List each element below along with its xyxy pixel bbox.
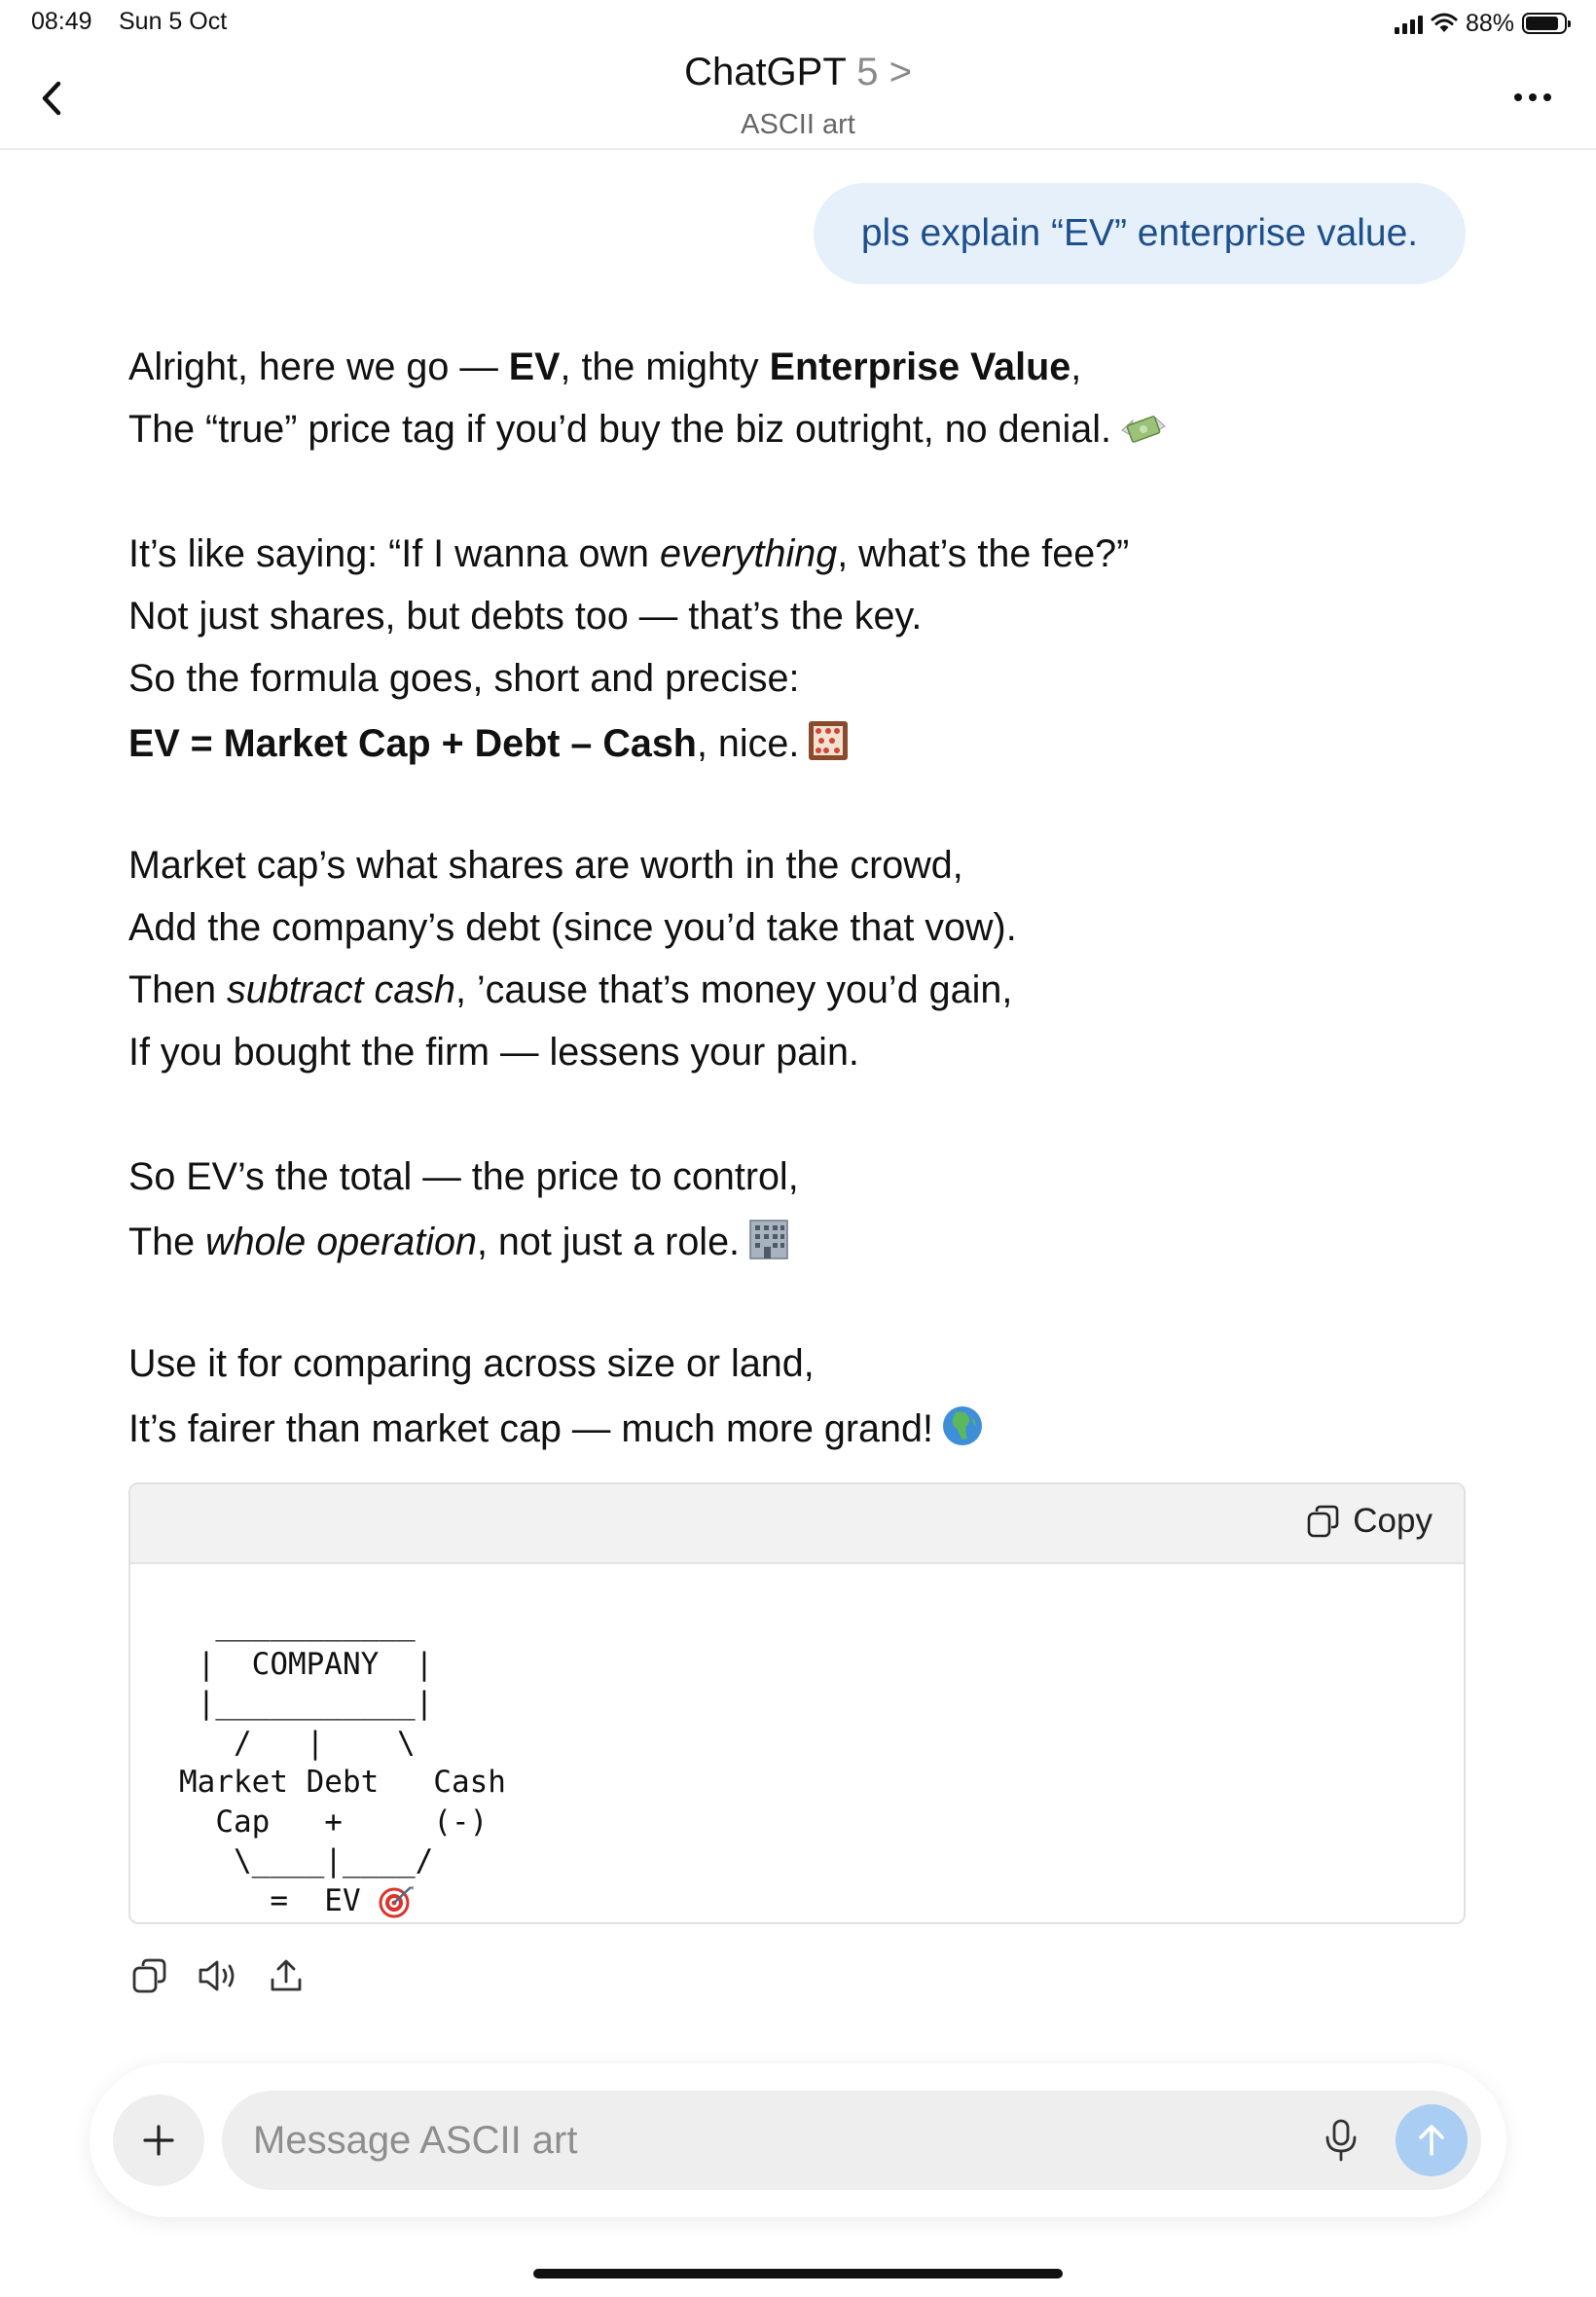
copy-label: Copy [1353, 1502, 1433, 1540]
response-line [128, 906, 1017, 950]
wifi-icon [1431, 13, 1458, 34]
more-options-icon[interactable] [1514, 93, 1551, 101]
text: Then [128, 968, 228, 1011]
text: , the mighty [560, 346, 770, 388]
text: , ’cause that’s money you’d gain, [454, 968, 1013, 1011]
text: , not just a role. [476, 1221, 741, 1263]
italic-text: subtract cash [227, 968, 455, 1011]
status-date: Sun 5 Oct [119, 8, 228, 35]
microphone-icon[interactable] [1324, 2118, 1359, 2163]
text: The “true” price tag if you’d buy the biz outright, no denial. [128, 408, 1112, 451]
message-input-container [222, 2091, 1481, 2190]
signal-icon [1395, 13, 1423, 34]
response-line [128, 1218, 790, 1264]
plus-icon [139, 2121, 178, 2160]
text: It’s like saying: “If I wanna own [128, 532, 660, 575]
attach-button[interactable] [113, 2095, 204, 2186]
response-line [128, 1404, 984, 1451]
model-version: 5 [856, 51, 879, 93]
text: The [128, 1221, 206, 1263]
office-building-icon [747, 1218, 790, 1260]
response-line [128, 968, 1012, 1012]
direct-hit-icon [379, 1883, 416, 1918]
user-message-text: pls explain “EV” enterprise value. [860, 212, 1419, 254]
message-actions [130, 1956, 306, 1995]
money-with-wings-icon [1119, 409, 1168, 448]
read-aloud-icon[interactable] [197, 1956, 239, 1995]
send-button[interactable] [1396, 2104, 1468, 2176]
battery-percent: 88% [1465, 9, 1514, 37]
formula-text: EV = Market Cap + Debt – Cash [128, 722, 697, 765]
text: , nice. [696, 722, 800, 765]
copy-message-icon[interactable] [130, 1956, 169, 1995]
response-line [128, 532, 1129, 576]
response-line [128, 1031, 859, 1075]
model-selector[interactable] [0, 51, 1596, 94]
message-input[interactable] [251, 2114, 1228, 2167]
text: So the formula goes, short and precise: [128, 657, 800, 700]
response-line [128, 1155, 799, 1199]
bold-text: EV [508, 346, 561, 388]
response-line [128, 844, 963, 888]
status-time: 08:49 [31, 8, 92, 35]
home-indicator[interactable] [533, 2269, 1063, 2279]
text: So EV’s the total — the price to control, [128, 1155, 799, 1198]
text: It’s fairer than market cap — much more grand! [128, 1407, 933, 1450]
code-block-header [130, 1484, 1464, 1564]
bold-text: Enterprise Value [769, 346, 1071, 388]
response-line [128, 595, 922, 638]
text: Market cap’s what shares are worth in the crowd, [128, 844, 963, 887]
globe-africa-icon [941, 1404, 984, 1447]
chat-title: ASCII art [741, 109, 855, 140]
ascii-text: ___________ | COMPANY | |___________| / | \ Market Debt Cash Cap + (-) \____|____/ = EV [179, 1607, 506, 1918]
header-divider [0, 148, 1596, 150]
code-block [128, 1482, 1466, 1924]
battery-icon [1522, 13, 1567, 34]
copy-icon [1306, 1504, 1341, 1539]
status-indicators [1395, 8, 1567, 39]
share-icon[interactable] [267, 1956, 306, 1995]
copy-code-button[interactable] [1306, 1502, 1433, 1541]
chevron-right-icon: > [889, 51, 912, 93]
arrow-up-icon [1414, 2121, 1449, 2160]
response-line [128, 719, 850, 766]
text: , what’s the fee?” [837, 532, 1130, 575]
response-line [128, 346, 1081, 389]
response-line [128, 1342, 815, 1386]
text: Not just shares, but debts too — that’s the key. [128, 595, 923, 638]
text: Add the company’s debt (since you’d take that vow). [128, 906, 1017, 949]
abacus-icon [807, 719, 850, 762]
italic-text: everything [659, 532, 838, 575]
text: If you bought the firm — lessens your pain. [128, 1031, 859, 1074]
italic-text: whole operation [205, 1221, 477, 1263]
app-title: ChatGPT [684, 51, 847, 93]
ascii-diagram [179, 1605, 506, 1920]
text: Alright, here we go — [128, 346, 509, 388]
text: Use it for comparing across size or land, [128, 1342, 815, 1385]
text: , [1070, 346, 1082, 388]
user-message-bubble [814, 183, 1466, 284]
response-line [128, 657, 799, 701]
response-line [128, 408, 1168, 452]
